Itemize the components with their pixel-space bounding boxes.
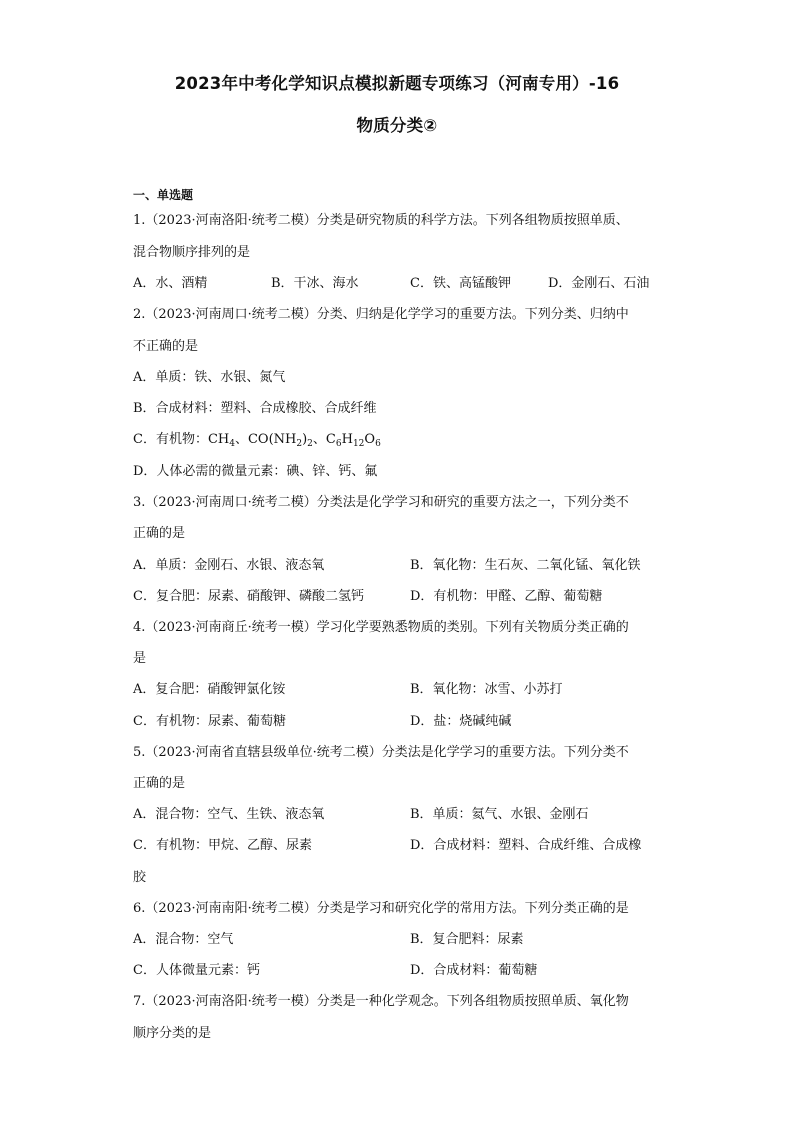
q3-option-c: C．复合肥：尿素、硝酸钾、磷酸二氢钙 [133, 589, 364, 604]
q6-option-c: C．人体微量元素：钙 [133, 963, 260, 978]
q2-option-c: C．有机物：$CH_4$、$CO(NH_2)_2$、$C_6H_{12}O_6$ [133, 432, 381, 449]
q3-option-a: A．单质：金刚石、水银、液态氧 [133, 558, 325, 573]
q5-option-d-continued: 胶 [133, 870, 147, 885]
q4-option-b: B．氧化物：冰雪、小苏打 [410, 682, 563, 697]
q2-option-a: A．单质：铁、水银、氮气 [133, 370, 286, 385]
section-heading: 一、单选题 [133, 188, 194, 202]
q4-stem-line2: 是 [133, 651, 147, 666]
q5-option-b: B．单质：氦气、水银、金刚石 [410, 807, 589, 822]
q6-option-a: A．混合物：空气 [133, 932, 234, 947]
q1-option-d: D．金刚石、石油 [548, 276, 650, 291]
q4-stem-line1: 4.（2023·河南商丘·统考一模）学习化学要熟悉物质的类别。下列有关物质分类正确的 [133, 620, 629, 635]
q1-option-a: A．水、酒精 [133, 276, 208, 291]
q1-stem-line1: 1.（2023·河南洛阳·统考二模）分类是研究物质的科学方法。下列各组物质按照单质、 [133, 213, 629, 228]
q6-stem-line1: 6.（2023·河南南阳·统考二模）分类是学习和研究化学的常用方法。下列分类正确的是 [133, 901, 629, 916]
q4-option-a: A．复合肥：硝酸钾氯化铵 [133, 682, 286, 697]
q7-stem-line2: 顺序分类的是 [133, 1026, 212, 1041]
q5-option-d: D．合成材料：塑料、合成纤维、合成橡 [410, 838, 642, 853]
document-title-line2: 物质分类② [356, 116, 438, 135]
q2-stem-line1: 2.（2023·河南周口·统考二模）分类、归纳是化学学习的重要方法。下列分类、归纳中 [133, 307, 629, 322]
q5-stem-line1: 5.（2023·河南省直辖县级单位·统考二模）分类法是化学学习的重要方法。下列分类不 [133, 745, 629, 760]
q6-option-d: D．合成材料：葡萄糖 [410, 963, 538, 978]
q1-stem-line2: 混合物顺序排列的是 [133, 245, 251, 260]
q3-stem-line2: 正确的是 [133, 526, 186, 541]
q4-option-d: D．盐：烧碱纯碱 [410, 714, 512, 729]
q6-option-b: B．复合肥料：尿素 [410, 932, 524, 947]
q3-option-d: D．有机物：甲醛、乙醇、葡萄糖 [410, 589, 603, 604]
q4-option-c: C．有机物：尿素、葡萄糖 [133, 714, 286, 729]
q5-option-a: A．混合物：空气、生铁、液态氧 [133, 807, 325, 822]
q1-option-b: B．干冰、海水 [271, 276, 359, 291]
q1-option-c: C．铁、高锰酸钾 [410, 276, 511, 291]
q2-stem-line2: 不正确的是 [133, 339, 199, 354]
q5-option-c: C．有机物：甲烷、乙醇、尿素 [133, 838, 312, 853]
q2-option-d: D．人体必需的微量元素：碘、锌、钙、氟 [133, 464, 378, 479]
document-title-line1: 2023年中考化学知识点模拟新题专项练习（河南专用）-16 [174, 74, 620, 93]
q5-stem-line2: 正确的是 [133, 776, 186, 791]
q3-option-b: B．氧化物：生石灰、二氧化锰、氧化铁 [410, 558, 641, 573]
q7-stem-line1: 7.（2023·河南洛阳·统考一模）分类是一种化学观念。下列各组物质按照单质、氧化物 [133, 994, 629, 1009]
q3-stem-line1: 3.（2023·河南周口·统考二模）分类法是化学学习和研究的重要方法之一，下列分类不 [133, 495, 629, 510]
q2-option-b: B．合成材料：塑料、合成橡胶、合成纤维 [133, 401, 377, 416]
